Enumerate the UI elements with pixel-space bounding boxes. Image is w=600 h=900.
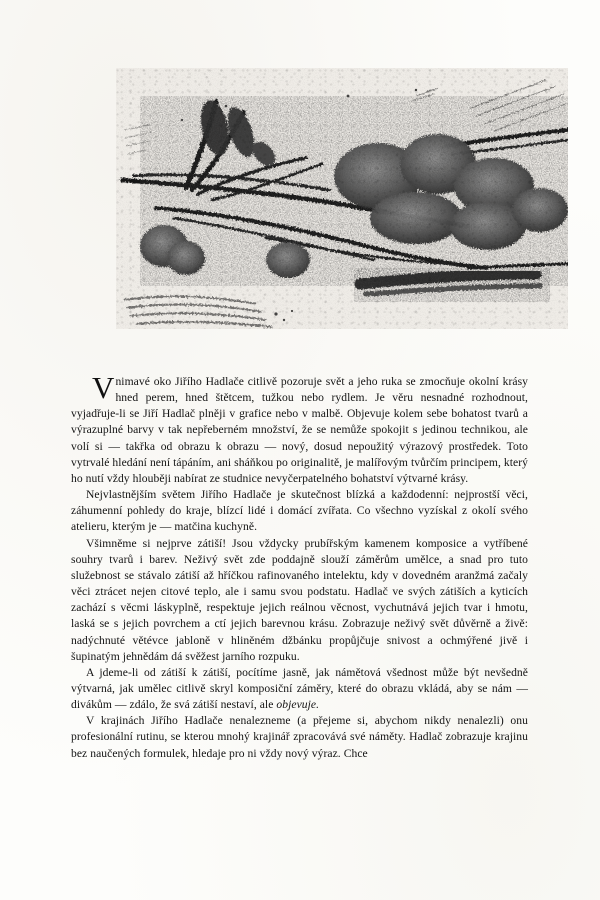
paragraph-5-text: V krajinách Jiřího Hadlače nenalezneme (a přejeme si, abychom nikdy nenalezli) onu profesionální rutinu, se kterou mnohý krajinář zpracovává své náměty. Hadlač zobrazuje krajinu bez naučených formulek, hledaje pro ni vždy nový výraz. Chce bbox=[71, 714, 528, 760]
paragraph-4 bbox=[71, 665, 528, 713]
illustration-plate bbox=[116, 68, 568, 329]
paragraph-4-text: A jdeme-li od zátiší k zátiší, pocítíme jasně, jak námětová všednost může být nevšedně výtvarná, jak umělec citlivě skryl komposiční záměry, které do obrazu vkládá, aby se nám — divákům — zdálo, že svá zátiší nestaví, ale bbox=[71, 665, 528, 712]
paragraph-5 bbox=[71, 713, 528, 761]
paragraph-3 bbox=[71, 536, 528, 665]
paragraph-2 bbox=[71, 487, 528, 535]
paragraph-3-text: Všimněme si nejprve zátiší! Jsou vždycky prubířským kamenem komposice a vytříbené souhry tvarů i barev. Neživý svět zde poddajně slouží záměrům umělce, a snad pro tuto služebnost se stávalo zátiší až hříčkou rafinovaného intelektu, kdy v dovedném aranžmá začaly věci ztrácet nejen citové teplo, ale i samu svou podstatu. Hadlač ve svých zátiších a kyticích zachází s věcmi láskyplně, respektuje jejich reálnou věcnost, vychutnává jejich tvar i hmotu, laská se s jejich povrchem a ctí jejich barevnou krásu. Zobrazuje neživý svět důvěrně a živě: nadýchnuté větévce jabloně v hliněném džbánku propůjčuje snivost a ochmýřené jivě i šupinatým jehnědám dá svěžest jarního rozpuku. bbox=[71, 536, 528, 663]
emphasized-word: objevuje. bbox=[276, 698, 320, 712]
article-body bbox=[71, 370, 528, 762]
drop-cap: V bbox=[92, 370, 115, 405]
paragraph-2-text: Nejvlastnějším světem Jiřího Hadlače je skutečnost blízká a každodenní: nejprostší věci, záhumenní pohledy do kraje, blízcí lidé i domácí zvířata. Co všechno vyzískal z okolí svého atelieru, kterým je — matčina kuchyně. bbox=[71, 488, 528, 534]
paragraph-1-text: nimavé oko Jiřího Hadlače citlivě pozoruje svět a jeho ruka se zmocňuje okolní krásy hned perem, hned štětcem, tužkou nebo rydlem. Je věru nesnadné rozhodnout, vyjadřuje-li se Jiří Hadlač plněji v grafice nebo v malbě. Objevuje kolem sebe bohatost tvarů a výrazuplné barvy v tak nepřeberném množství, že se nemůže spokojit s jedinou technikou, ale volí si — takřka od obrazu k obrazu — nový, dosud nepoužitý výrazový prostředek. Toto vytrvalé hledání není tápáním, ani sháňkou po originalitě, je malířovým tvůrčím principem, který ho nutí vždy hlouběji nabírat ze studnice nevyčerpatelného bohatství výtvarné krásy. bbox=[71, 375, 528, 485]
paragraph-1 bbox=[71, 370, 528, 487]
etching-branches-catkins-icon bbox=[116, 68, 568, 329]
